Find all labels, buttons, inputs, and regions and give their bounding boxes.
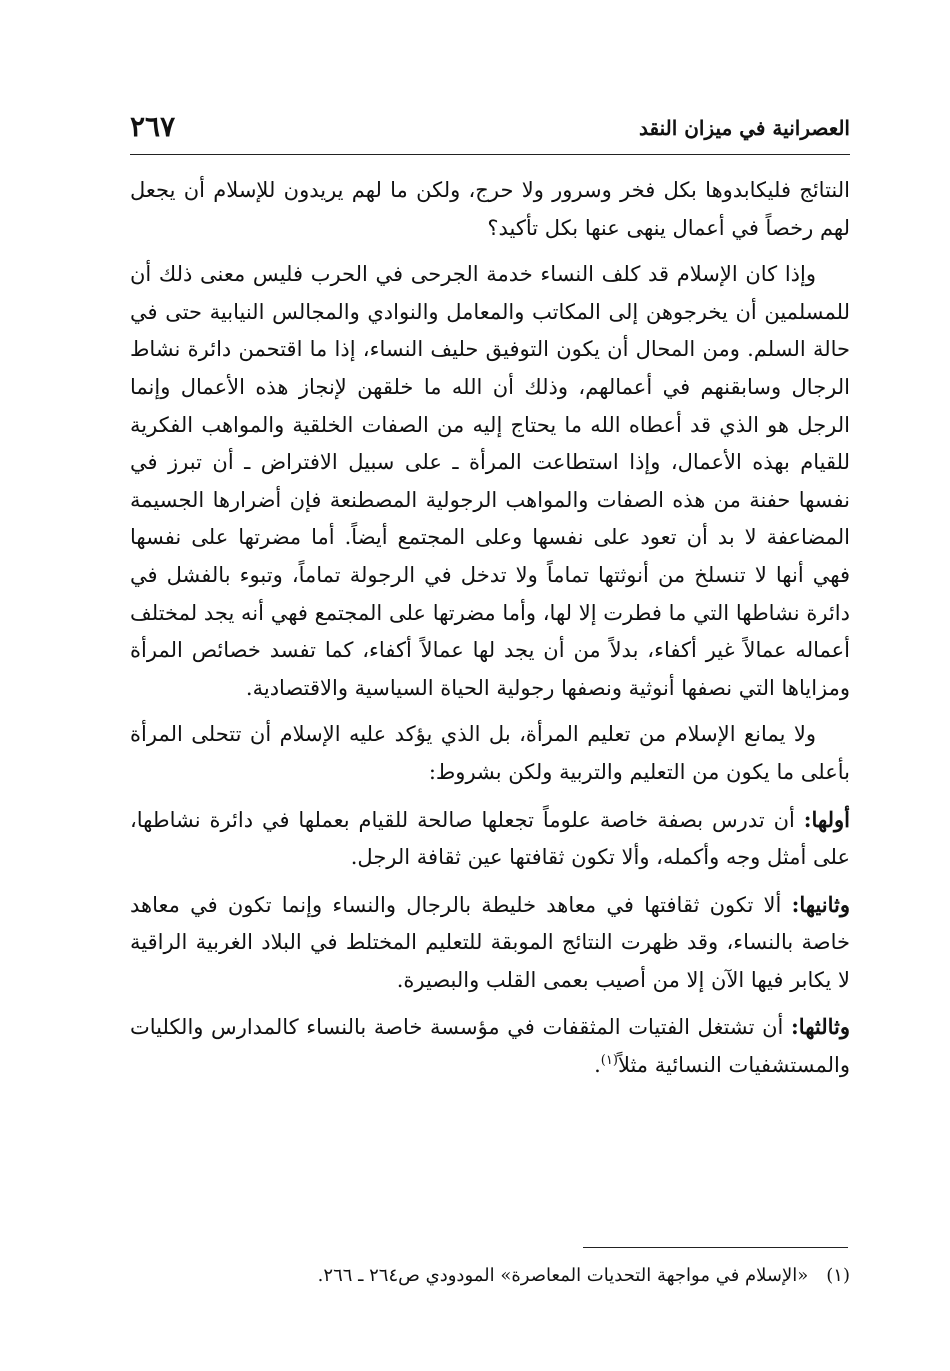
condition-label: وثانيها: xyxy=(791,891,850,917)
condition-label: أولها: xyxy=(803,806,850,832)
running-title: العصرانية في ميزان النقد xyxy=(638,116,850,140)
paragraph-text: ولا يمانع الإسلام من تعليم المرأة، بل الذي يؤكد عليه الإسلام أن تتحلى المرأة بأعلى ما يكون من التعليم والتربية ولكن بشروط: xyxy=(130,722,850,784)
paragraph-text: أن تدرس بصفة خاصة علوماً تجعلها صالحة للقيام بعملها في دائرة نشاطها، على أمثل وجه وأكمله، وألا تكون ثقافتها عين ثقافة الرجل. xyxy=(130,807,850,870)
page-header xyxy=(130,110,850,155)
paragraph-condition-third xyxy=(130,1008,850,1084)
sentence-end: . xyxy=(594,1053,601,1078)
paragraph-text: وإذا كان الإسلام قد كلف النساء خدمة الجرحى في الحرب فليس معنى ذلك أن للمسلمين أن يخرجوهن إلى المكاتب والمعامل والنوادي والمجالس النيابية حتى في حالة السلم. ومن المحال أن يكون التوفيق حليف النساء، إذا ما اقتحمن دائرة نشاط الرجال وسابقنهم في أعمالهم، وذلك أن الله ما خلقهن لإنجاز هذه الأعمال وإنما الرجل هو الذي قد أعطاه الله ما يحتاج إليه من الصفات الخلقية والمواهب الفكرية للقيام بهذه الأعمال، وإذا استطاعت المرأة ـ على سبيل الافتراض ـ أن تبرز في نفسها حفنة من هذه الصفات والمواهب الرجولية المصطنعة فإن أضرارها الجسيمة المضاعفة لا بد أن تعود على نفسها وعلى المجتمع أيضاً. أما مضرتها على نفسها فهي أنها لا تنسلخ من أنوثتها تماماً ولا تدخل في الرجولة تماماً، وتبوء بالفشل في دائرة نشاطها التي ما فطرت إلا لها، وأما مضرتها على المجتمع فهي أنه يجد لمختلف أعماله عمالاً غير أكفاء، بدلاً من أن يجد لها عمالاً أكفاء، كما تفسد خصائص المرأة ومزاياها التي نصفها أنوثية ونصفها رجولية الحياة السياسية والاقتصادية. xyxy=(130,262,850,700)
paragraph-continuation xyxy=(130,172,850,247)
body-text xyxy=(130,172,850,1094)
paragraph-text: ألا تكون ثقافتها في معاهد خليطة بالرجال والنساء وإنما تكون في معاهد خاصة بالنساء، وقد ظهرت النتائج الموبقة للتعليم المختلط في البلاد الغربية الراقية لا يكابر فيها الآن إلا من أصيب بعمى القلب والبصيرة. xyxy=(130,892,850,992)
footnote-divider xyxy=(583,1247,848,1248)
footnote-reference[interactable]: (١) xyxy=(600,1053,618,1069)
paragraph-main-argument xyxy=(130,256,850,707)
footnote-text: «الإسلام في مواجهة التحديات المعاصرة» المودودي ص٢٦٤ ـ ٢٦٦. xyxy=(317,1265,809,1286)
paragraph-condition-first xyxy=(130,801,850,877)
footnote xyxy=(130,1262,850,1290)
paragraph-text: النتائج فليكابدوها بكل فخر وسرور ولا حرج، ولكن ما لهم يريدون للإسلام أن يجعل لهم رخصاً في أعمال ينهى عنها بكل تأكيد؟ xyxy=(130,178,850,240)
page-number: ٢٦٧ xyxy=(130,110,176,143)
condition-label: وثالثها: xyxy=(791,1014,850,1040)
footnote-number: (١) xyxy=(826,1265,850,1286)
paragraph-text: أن تشتغل الفتيات المثقفات في مؤسسة خاصة بالنساء كالمدارس والكليات والمستشفيات النسائية مثلاً xyxy=(130,1015,850,1078)
paragraph-condition-second xyxy=(130,886,850,1000)
paragraph-education xyxy=(130,716,850,791)
